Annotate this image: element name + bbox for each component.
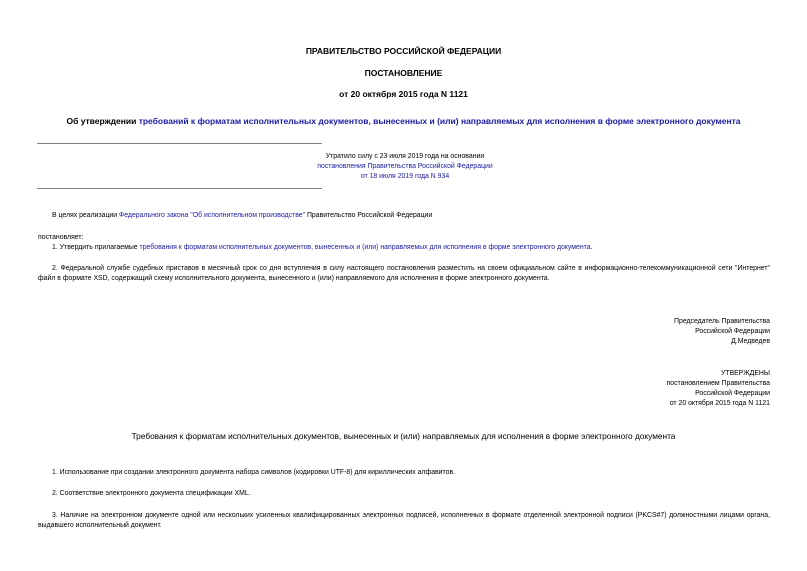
requirements-link[interactable]: требования к форматам исполнительных документов, вынесенных и (или) направляемых для исполнения в форме электронного документа xyxy=(139,244,591,251)
signature-name: Д.Медведев xyxy=(731,338,770,345)
status-line-1: Утратило силу с 23 июля 2019 года на основании xyxy=(325,153,485,160)
government-heading: ПРАВИТЕЛЬСТВО РОССИЙСКОЙ ФЕДЕРАЦИИ xyxy=(305,46,502,56)
requirement-1: 1. Использование при создании электронного документа набора символов (кодировки UTF-8) для кириллических алфавитов. xyxy=(52,469,456,476)
item-2: 2. Федеральной службе судебных приставов в месячный срок со дня вступления в силу настоящего постановления разместить на своем официальном сайте в информационно-телекоммуникационной сети "Интернет" файл в формате XSD, содержащий схему исполнительного документа, вынесенного и (или) направляемого для исполнения в форме электронного документа. xyxy=(38,265,770,282)
document-type: ПОСТАНОВЛЕНИЕ xyxy=(364,68,443,78)
intro-suffix: Правительство Российской Федерации xyxy=(305,212,433,219)
requirement-3: 3. Наличие на электронном документе одной или нескольких усиленных квалифицированных электронных подписей, исполненных в формате отделенной электронной подписи (PKCS#7) должностными лицами органа, выдавшего исполнительный документ. xyxy=(38,512,770,529)
item-1-suffix: . xyxy=(590,244,593,251)
title-prefix: Об утверждении xyxy=(66,116,139,126)
intro-prefix: В целях реализации xyxy=(52,212,120,219)
item-1 xyxy=(52,243,772,253)
signature-block xyxy=(500,317,770,347)
federal-law-link[interactable]: Федерального закона "Об исполнительном производстве" xyxy=(119,212,306,219)
approval-block xyxy=(500,369,770,409)
requirements-heading: Требования к форматам исполнительных документов, вынесенных и (или) направляемых для исполнения в форме электронного документа xyxy=(131,431,676,441)
status-link-date[interactable]: от 18 июля 2019 года N 934 xyxy=(360,173,450,180)
title-link[interactable]: требований к форматам исполнительных документов, вынесенных и (или) направляемых для исполнения в форме электронного документа xyxy=(138,116,741,126)
divider-top xyxy=(37,143,322,144)
decree-word: постановляет: xyxy=(38,234,84,241)
approval-line-4: от 20 октября 2015 года N 1121 xyxy=(669,400,770,407)
requirement-2: 2. Соответствие электронного документа спецификации XML. xyxy=(52,490,251,497)
approval-line-2: постановлением Правительства xyxy=(666,380,770,387)
status-link[interactable]: постановления Правительства Российской Федерации xyxy=(317,163,493,170)
status-note xyxy=(250,152,560,182)
signature-line-1: Председатель Правительства xyxy=(674,318,770,325)
intro-paragraph xyxy=(52,211,772,221)
signature-line-2: Российской Федерации xyxy=(695,328,770,335)
approval-line-3: Российской Федерации xyxy=(695,390,770,397)
approval-line-1: УТВЕРЖДЕНЫ xyxy=(721,370,770,377)
document-date: от 20 октября 2015 года N 1121 xyxy=(339,89,468,99)
document-title xyxy=(0,116,807,126)
item-1-prefix: 1. Утвердить прилагаемые xyxy=(52,244,140,251)
divider-bottom xyxy=(37,188,322,189)
